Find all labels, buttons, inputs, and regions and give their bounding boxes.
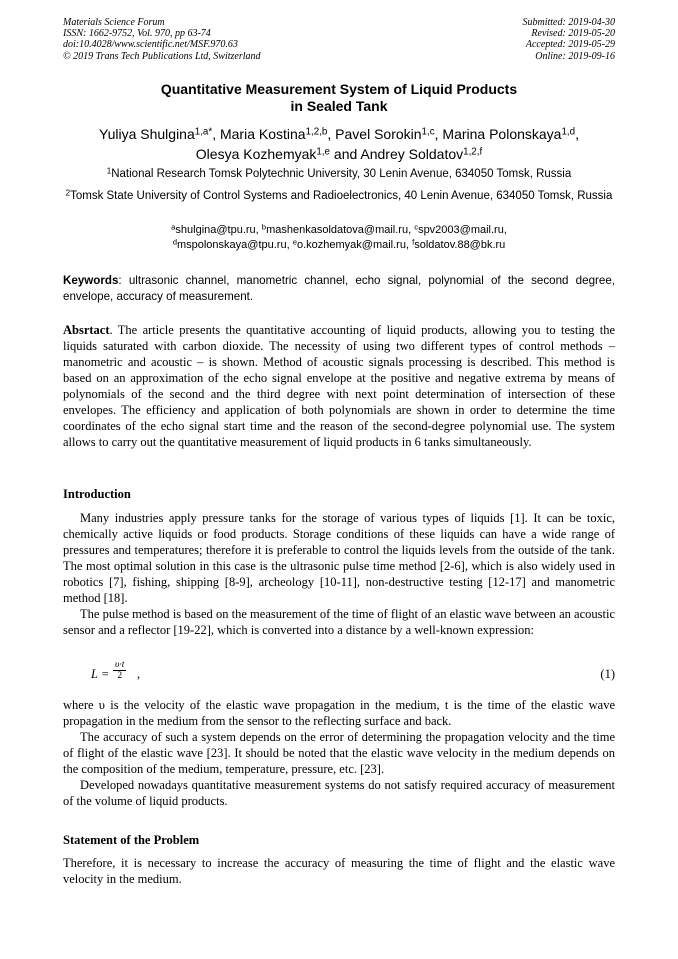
author-affil-sup: 1,2,f <box>463 146 483 158</box>
revised-date: Revised: 2019-05-20 <box>531 28 615 40</box>
affiliation-number: 1 <box>106 166 112 176</box>
email-address: mashenkasoldatova@mail.ru <box>266 224 409 236</box>
paragraph: The pulse method is based on the measurement of the time of flight of an elastic wave between an acoustic sensor and a reflector [19-22], which is converted into a distance by a well-known expression: <box>63 607 615 637</box>
affiliation-text: National Research Tomsk Polytechnic University, 30 Lenin Avenue, 634050 Tomsk, Russia <box>111 168 572 180</box>
email-sup: f <box>412 237 415 247</box>
keywords-label: Keywords <box>63 274 119 287</box>
email-address: shulgina@tpu.ru <box>175 224 256 236</box>
author-separator: , <box>212 126 220 142</box>
email-separator: , <box>408 224 415 236</box>
email-separator: , <box>503 224 507 236</box>
email-list <box>63 223 615 253</box>
author-name: Marina Polonskaya <box>442 126 562 142</box>
author-affil-sup: 1,e <box>316 146 331 158</box>
affiliation-text: Tomsk State University of Control Systems and Radioelectronics, 40 Lenin Avenue, 634050 Tomsk, Russia <box>70 190 613 202</box>
email-sup: e <box>292 237 297 247</box>
equation-end: , <box>137 667 141 681</box>
keywords-text: : ultrasonic channel, manometric channel, echo signal, polynomial of the second degree, envelope, accuracy of measurement. <box>63 274 615 303</box>
affiliation-2 <box>63 189 615 204</box>
author-name: Maria Kostina <box>219 126 306 142</box>
abstract <box>63 322 615 450</box>
paragraph: Many industries apply pressure tanks for the storage of various types of liquids [1]. It can be toxic, chemically active liquids or food products. Storage conditions of these liquids can have a wide range of pressures and temperatures; therefore it is preferable to control the liquids levels from the outside of the tank. The most optimal solution in this case is the ultrasonic pulse time method [2-6], which is also widely used in robotics [7], fishing, shipping [8-9], archeology [10-11], non-destructive testing [12-17] and manometric method [18]. <box>63 511 615 605</box>
email-sup: c <box>414 222 419 232</box>
email-address: mspolonskaya@tpu.ru <box>176 239 287 251</box>
author-name: Olesya Kozhemyak <box>195 146 317 162</box>
author-separator: , <box>575 126 579 142</box>
email-sup: d <box>172 237 177 247</box>
introduction-heading: Introduction <box>63 487 131 501</box>
paragraph: Therefore, it is necessary to increase the accuracy of measuring the time of flight and the elastic wave velocity in the medium. <box>63 856 615 886</box>
author-affil-sup: 1,c <box>421 126 435 138</box>
paper-title <box>63 81 615 115</box>
fraction-numerator: υ·t <box>115 660 125 670</box>
journal-info <box>63 17 261 62</box>
equation-number: (1) <box>600 667 615 681</box>
author-separator: , <box>327 126 336 142</box>
email-sup: b <box>261 222 267 232</box>
email-separator: , <box>405 239 413 251</box>
author-separator: , <box>434 126 443 142</box>
paragraph: The accuracy of such a system depends on the error of determining the propagation velocity and the time of flight of the elastic wave [23]. It should be noted that the elastic wave velocity in the medium depends on the composition of the medium, temperature, pressure, etc. [23]. <box>63 730 615 776</box>
email-separator: , <box>286 239 293 251</box>
abstract-label: Absrtact <box>63 323 110 337</box>
doi-line: doi:10.4028/www.scientific.net/MSF.970.63 <box>63 39 238 51</box>
submitted-date: Submitted: 2019-04-30 <box>522 17 615 28</box>
equation-fraction <box>113 660 126 681</box>
author-affil-sup: 1,a* <box>194 126 213 138</box>
introduction-body-continued <box>63 697 615 809</box>
affiliation-number: 2 <box>65 188 71 198</box>
author-name: Yuliya Shulgina <box>99 126 195 142</box>
author-name: Pavel Sorokin <box>335 126 422 142</box>
statement-body <box>63 855 615 887</box>
equation-lhs: L = <box>91 667 110 681</box>
fraction-denominator: 2 <box>117 671 123 681</box>
author-separator: and <box>330 146 361 162</box>
paragraph: Developed nowadays quantitative measurement systems do not satisfy required accuracy of measurement of the volume of liquid products. <box>63 778 615 808</box>
affiliation-1 <box>63 167 615 182</box>
email-address: soldatov.88@bk.ru <box>414 239 506 251</box>
journal-name: Materials Science Forum <box>63 17 165 28</box>
email-sup: a <box>171 222 176 232</box>
author-list <box>63 124 615 164</box>
statement-heading: Statement of the Problem <box>63 833 200 847</box>
email-separator: , <box>255 224 262 236</box>
author-affil-sup: 1,d <box>561 126 576 138</box>
accepted-date: Accepted: 2019-05-29 <box>525 39 615 51</box>
equation-1 <box>63 660 615 690</box>
issn-line: ISSN: 1662-9752, Vol. 970, pp 63-74 <box>63 28 211 40</box>
online-date: Online: 2019-09-16 <box>535 50 615 62</box>
abstract-text: . The article presents the quantitative accounting of liquid products, allowing you to testing the liquids saturated with carbon dioxide. The necessity of using two different types of control methods – manometric and acoustic – is shown. Method of acoustic signals processing is described. This method is based on an approximation of the echo signal envelope at the positive and negative extrema by means of polynomials of the second and the third degree with next point determination of intersection of these envelopes. The efficiency and application of both polynomials are shown in order to determine the time coordinates of the echo signal start time and the reason of the second-degree polynomial use. The system allows to carry out the quantitative measurement of liquid products in 6 tanks simultaneously. <box>63 323 615 449</box>
history-dates <box>523 17 616 62</box>
paragraph: where υ is the velocity of the elastic wave propagation in the medium, t is the time of the elastic wave propagation in the medium from the sensor to the reflecting surface and back. <box>63 698 615 728</box>
author-affil-sup: 1,2,b <box>305 126 328 138</box>
copyright-line: © 2019 Trans Tech Publications Ltd, Switzerland <box>63 50 261 62</box>
keywords <box>63 273 615 304</box>
author-name: Andrey Soldatov <box>360 146 464 162</box>
title-line-2: in Sealed Tank <box>290 98 388 114</box>
email-address: spv2003@mail.ru <box>418 224 504 236</box>
title-line-1: Quantitative Measurement System of Liquid Products <box>160 81 518 97</box>
email-address: o.kozhemyak@mail.ru <box>296 239 406 251</box>
introduction-body <box>63 510 615 638</box>
